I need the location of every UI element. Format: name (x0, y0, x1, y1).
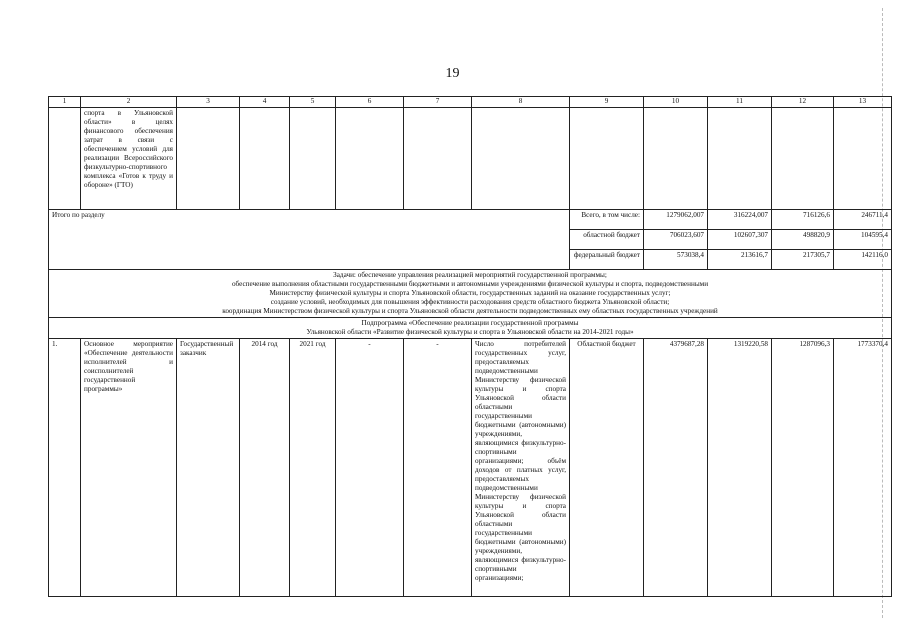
col7-value: - (404, 339, 472, 597)
subprogram-row (49, 318, 892, 339)
total-value: 573038,4 (644, 250, 708, 270)
total-source: Всего, в том числе: (570, 210, 644, 230)
col-header: 5 (290, 97, 336, 108)
start-year: 2014 год (240, 339, 290, 597)
funding-value: 1319220,58 (708, 339, 772, 597)
tasks-line: обеспечение выполнения областными государственными бюджетными и автономными учреждениями физической культуры и спорта, подведомственными (231, 280, 709, 288)
program-table (48, 96, 892, 597)
tasks-line: Задачи: обеспечение управления реализацией мероприятий государственной программы; (333, 271, 607, 279)
continued-measure-text: спорта в Ульяновской области» в целях финансового обеспечения затрат в связи с обеспечением условий для реализации Всероссийского физкультурно-спортивного комплекса «Готов к труду и обороне» (ГТО) (81, 108, 177, 210)
page-number: 19 (445, 66, 460, 81)
column-number-row (49, 97, 892, 108)
total-value: 246711,4 (834, 210, 892, 230)
total-value: 142116,0 (834, 250, 892, 270)
total-value: 213616,7 (708, 250, 772, 270)
total-row (49, 210, 892, 230)
total-value: 1279062,007 (644, 210, 708, 230)
funding-value: 1287096,3 (772, 339, 834, 597)
col-header: 10 (644, 97, 708, 108)
tasks-block (49, 270, 892, 318)
col-header: 9 (570, 97, 644, 108)
col-header: 12 (772, 97, 834, 108)
tasks-line: создание условий, необходимых для повышения эффективности расходования средств областного бюджета Ульяновской области; (270, 298, 670, 306)
col6-value: - (336, 339, 404, 597)
subprogram-line: Подпрограмма «Обеспечение реализации государственной программы (361, 319, 579, 327)
col-header: 13 (834, 97, 892, 108)
measure-row (49, 339, 892, 597)
funding-value: 1773370,4 (834, 339, 892, 597)
col-header: 4 (240, 97, 290, 108)
total-source: областной бюджет (570, 230, 644, 250)
tasks-row (49, 270, 892, 318)
col-header: 3 (177, 97, 240, 108)
tasks-line: координация Министерством физической культуры и спорта Ульяновской области деятельности подведомственных ему областных государственных учреждений (222, 307, 718, 315)
subprogram-line: Ульяновской области «Развитие физической культуры и спорта в Ульяновской области на 2014-2021 годы» (306, 328, 634, 336)
end-year: 2021 год (290, 339, 336, 597)
total-value: 217305,7 (772, 250, 834, 270)
col-header: 2 (81, 97, 177, 108)
indicator-text: Число потребителей государственных услуг, предоставляемых подведомственными Министерству физической культуры и спорта Ульяновской области областными государственными бюджетными (автономными) учреждениями, являющимися физкультурно-спортивными организациями; объём доходов от платных услуг, предоставляемых подведомственными Министерству физической культуры и спорта Ульяновской области областными государственными бюджетными (автономными) учреждениями, являющимися физкультурно-спортивными организациями; (472, 339, 570, 597)
subprogram-title (49, 318, 892, 339)
total-value: 102607,307 (708, 230, 772, 250)
continued-row (49, 108, 892, 210)
total-label: Итого по разделу (49, 210, 570, 270)
total-source: федеральный бюджет (570, 250, 644, 270)
total-value: 104595,4 (834, 230, 892, 250)
total-value: 716126,6 (772, 210, 834, 230)
col-header: 6 (336, 97, 404, 108)
total-value: 316224,007 (708, 210, 772, 230)
funding-source: Областной бюджет (570, 339, 644, 597)
col-header: 11 (708, 97, 772, 108)
total-value: 498820,9 (772, 230, 834, 250)
col-header: 7 (404, 97, 472, 108)
col-header: 1 (49, 97, 81, 108)
measure-name: Основное мероприятие «Обеспечение деятельности исполнителей и соисполнителей государственной программы» (81, 339, 177, 597)
funding-value: 4379687,28 (644, 339, 708, 597)
row-number: 1. (49, 339, 81, 597)
col-header: 8 (472, 97, 570, 108)
total-value: 706023,607 (644, 230, 708, 250)
executor: Государственный заказчик (177, 339, 240, 597)
tasks-line: Министерству физической культуры и спорта Ульяновской области, государственных заданий на оказание государственных услуг; (269, 289, 671, 297)
